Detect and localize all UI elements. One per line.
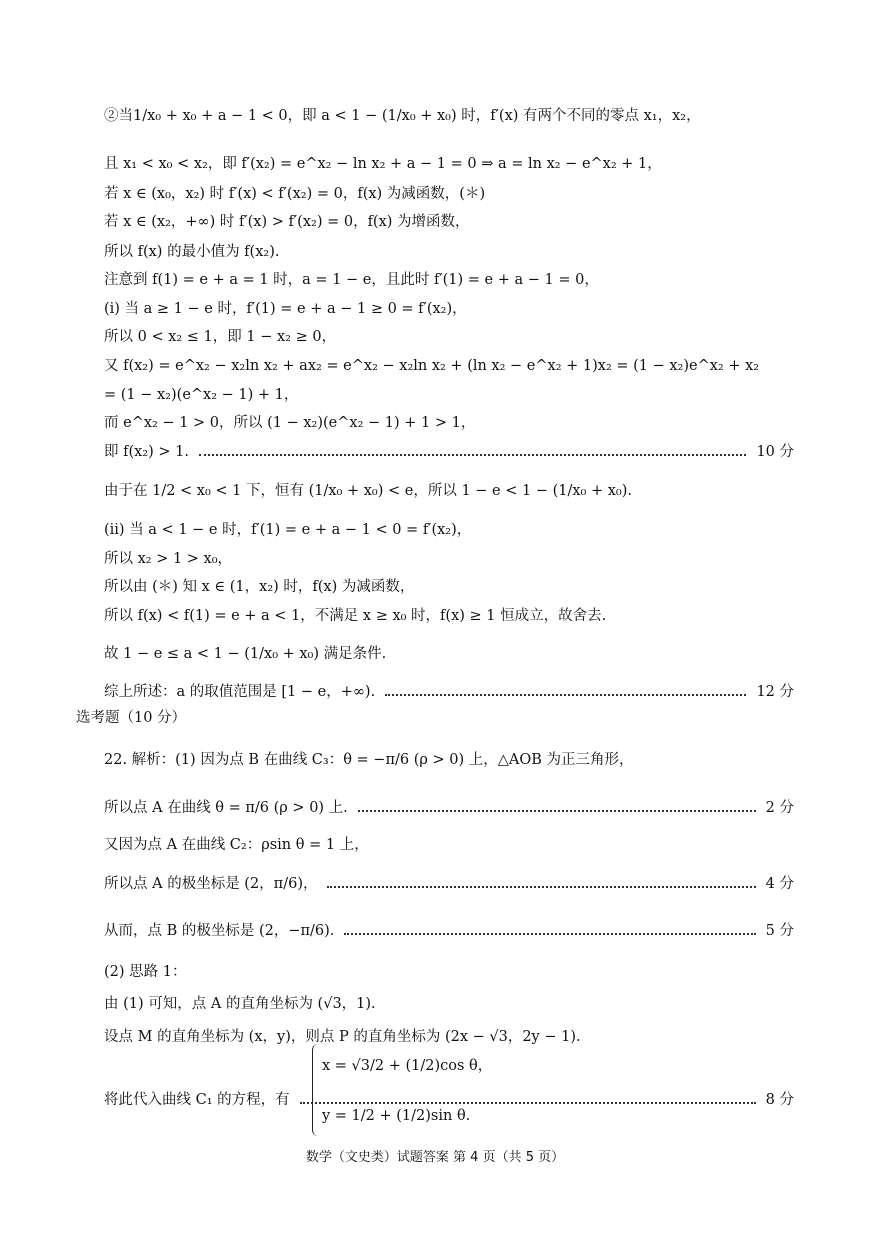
answer-line bbox=[104, 440, 794, 461]
line-text: 由 (1) 可知，点 A 的直角坐标为 (√3，1). bbox=[104, 996, 376, 1012]
line-text: 故 1 − e ≤ a < 1 − (1/x₀ + x₀) 满足条件. bbox=[104, 646, 387, 662]
leader-dots bbox=[358, 810, 756, 812]
answer-line bbox=[104, 642, 794, 663]
answer-line bbox=[104, 383, 794, 404]
answer-line bbox=[104, 547, 794, 568]
line-text: ②当1/x₀ + x₀ + a − 1 < 0，即 a < 1 − (1/x₀ + x₀) 时，f′(x) 有两个不同的零点 x₁，x₂， bbox=[104, 108, 701, 124]
answer-line bbox=[104, 152, 794, 173]
line-text: (ⅱ) 当 a < 1 − e 时，f′(1) = e + a − 1 < 0 = f′(x₂)， bbox=[104, 522, 472, 538]
answer-line bbox=[104, 479, 794, 500]
section-heading-text: 选考题（10 分） bbox=[76, 710, 187, 726]
score-mark: 10 分 bbox=[756, 444, 794, 460]
line-text: 由于在 1/2 < x₀ < 1 下，恒有 (1/x₀ + x₀) < e，所以 1 − e < 1 − (1/x₀ + x₀). bbox=[104, 483, 632, 499]
score-mark: 8 分 bbox=[765, 1092, 794, 1108]
answer-line bbox=[104, 268, 794, 289]
leader-dots bbox=[300, 1102, 756, 1104]
line-text: 而 e^x₂ − 1 > 0，所以 (1 − x₂)(e^x₂ − 1) + 1 > 1， bbox=[104, 415, 476, 431]
line-text: 所以 x₂ > 1 > x₀， bbox=[104, 551, 233, 567]
line-text: 即 f(x₂) > 1. bbox=[104, 444, 189, 460]
score-mark: 5 分 bbox=[765, 923, 794, 939]
answer-line bbox=[104, 411, 794, 432]
answer-line bbox=[104, 182, 794, 203]
line-text: 所以 f(x) 的最小值为 f(x₂). bbox=[104, 244, 280, 260]
answer-line bbox=[104, 1025, 794, 1046]
answer-line bbox=[104, 919, 794, 940]
line-text: 22. 解析：(1) 因为点 B 在曲线 C₃：θ = −π/6 (ρ > 0) 上，△AOB 为正三角形， bbox=[104, 752, 634, 768]
answer-line bbox=[104, 796, 794, 817]
section-heading bbox=[76, 706, 794, 727]
answer-line bbox=[104, 210, 794, 231]
line-text: 又因为点 A 在曲线 C₂：ρsin θ = 1 上， bbox=[104, 837, 369, 853]
answer-line bbox=[104, 604, 794, 625]
line-text: 注意到 f(1) = e + a = 1 时，a = 1 − e，且此时 f′(1) = e + a − 1 = 0， bbox=[104, 272, 599, 288]
line-text: 从而，点 B 的极坐标是 (2，−π/6). bbox=[104, 923, 335, 939]
answer-line bbox=[104, 104, 794, 125]
line-text: = (1 − x₂)(e^x₂ − 1) + 1， bbox=[104, 387, 299, 403]
answer-line bbox=[104, 575, 794, 596]
leader-dots bbox=[199, 454, 746, 456]
leader-dots bbox=[385, 694, 746, 696]
page-footer: 数学（文史类）试题答案 第 4 页（共 5 页） bbox=[305, 1150, 565, 1165]
answer-line bbox=[104, 518, 794, 539]
answer-line bbox=[104, 297, 794, 318]
answer-line bbox=[104, 354, 794, 375]
line-text: (2) 思路 1： bbox=[104, 964, 187, 980]
equation-line-2 bbox=[322, 1108, 470, 1124]
score-mark: 12 分 bbox=[756, 684, 794, 700]
line-text: 又 f(x₂) = e^x₂ − x₂ln x₂ + ax₂ = e^x₂ − x₂ln x₂ + (ln x₂ − e^x₂ + 1)x₂ = (1 − x₂)e^x₂ + x₂ bbox=[104, 358, 760, 374]
answer-line bbox=[104, 748, 794, 769]
line-text: 综上所述：a 的取值范围是 [1 − e，+∞). bbox=[104, 684, 376, 700]
system-eq-y: y = 1/2 + (1/2)sin θ. bbox=[322, 1108, 471, 1124]
line-text: 所以点 A 的极坐标是 (2，π/6)， bbox=[104, 876, 318, 892]
answer-line bbox=[104, 833, 794, 854]
equation-system-brace bbox=[312, 1044, 321, 1136]
leader-dots bbox=[327, 886, 755, 888]
score-mark: 4 分 bbox=[765, 876, 794, 892]
answer-line bbox=[104, 325, 794, 346]
line-text: 若 x ∈ (x₂，+∞) 时 f′(x) > f′(x₂) = 0，f(x) 为增函数， bbox=[104, 214, 470, 230]
answer-line bbox=[104, 960, 794, 981]
leader-dots bbox=[344, 933, 755, 935]
line-text: 且 x₁ < x₀ < x₂，即 f′(x₂) = e^x₂ − ln x₂ + a − 1 = 0 ⇒ a = ln x₂ − e^x₂ + 1， bbox=[104, 156, 662, 172]
answer-line bbox=[104, 680, 794, 701]
line-text: 所以 f(x) < f(1) = e + a < 1，不满足 x ≥ x₀ 时，f(x) ≥ 1 恒成立，故舍去. bbox=[104, 608, 607, 624]
answer-line bbox=[104, 992, 794, 1013]
answer-line bbox=[104, 1088, 794, 1109]
line-text: 所以点 A 在曲线 θ = π/6 (ρ > 0) 上. bbox=[104, 800, 348, 816]
line-text: 设点 M 的直角坐标为 (x，y)，则点 P 的直角坐标为 (2x − √3，2y − 1). bbox=[104, 1029, 581, 1045]
line-text: 若 x ∈ (x₀，x₂) 时 f′(x) < f′(x₂) = 0，f(x) 为减函数，(＊) bbox=[104, 186, 486, 202]
answer-line bbox=[104, 872, 794, 893]
score-mark: 2 分 bbox=[765, 800, 794, 816]
line-text: 所以由 (＊) 知 x ∈ (1，x₂) 时，f(x) 为减函数， bbox=[104, 579, 415, 595]
line-text: 将此代入曲线 C₁ 的方程，有 bbox=[104, 1092, 290, 1108]
equation-line-1 bbox=[322, 1054, 492, 1075]
system-eq-x: x = √3/2 + (1/2)cos θ， bbox=[322, 1058, 493, 1074]
line-text: (ⅰ) 当 a ≥ 1 − e 时，f′(1) = e + a − 1 ≥ 0 = f′(x₂)， bbox=[104, 301, 467, 317]
answer-line bbox=[104, 240, 794, 261]
line-text: 所以 0 < x₂ ≤ 1，即 1 − x₂ ≥ 0， bbox=[104, 329, 337, 345]
